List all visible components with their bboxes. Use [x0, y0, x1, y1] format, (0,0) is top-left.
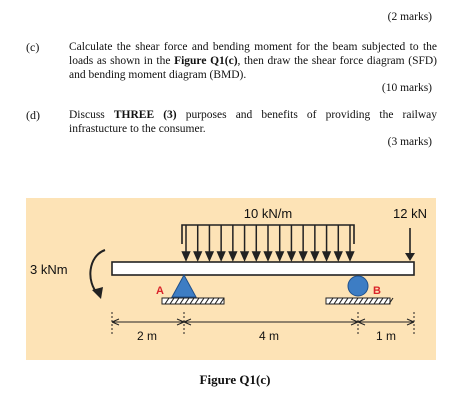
beam-diagram	[26, 198, 436, 360]
udl-arrowhead	[300, 252, 307, 260]
support-b-roller	[348, 276, 368, 296]
question-c-text-part1: Calculate the shear force and bending moment for the beam subjected to the loads as shown in the	[69, 41, 437, 67]
moment-label: 3 kNm	[30, 262, 68, 277]
udl-arrowhead	[335, 252, 342, 260]
udl-arrowhead	[311, 252, 318, 260]
beam-figure	[26, 198, 436, 360]
udl-arrowhead	[265, 252, 272, 260]
udl-label: 10 kN/m	[243, 206, 293, 221]
figure-caption: Figure Q1(c)	[199, 372, 271, 387]
udl-arrowhead	[288, 252, 295, 260]
dimension-1m: 1 m	[375, 329, 397, 343]
udl-arrowhead	[183, 252, 190, 260]
question-c-label: (c)	[26, 40, 40, 54]
question-c-figure-ref: Figure Q1(c)	[174, 55, 238, 67]
udl-arrowhead	[253, 252, 260, 260]
question-d-bold: THREE (3)	[113, 109, 177, 121]
support-a-pin	[172, 275, 196, 297]
support-b-label: B	[373, 285, 381, 297]
question-c-marks: (10 marks)	[381, 82, 432, 94]
udl-arrowhead	[206, 252, 213, 260]
udl-load-arrows	[182, 225, 354, 260]
question-d-text	[69, 108, 437, 136]
udl-arrowhead	[347, 252, 354, 260]
question-d-marks: (3 marks)	[387, 136, 432, 148]
udl-arrowhead	[276, 252, 283, 260]
question-d-text-part1: Discuss	[69, 109, 114, 121]
beam	[112, 262, 414, 275]
dimension-2m: 2 m	[136, 329, 158, 343]
udl-arrowhead	[218, 252, 225, 260]
support-a-label: A	[156, 285, 164, 297]
point-load-arrowhead	[405, 253, 415, 261]
udl-arrowhead	[229, 252, 236, 260]
udl-arrowhead	[323, 252, 330, 260]
question-c-text-part2: , then draw the shear force diagram (SFD) and bending moment diagram (BMD).	[69, 55, 438, 81]
point-load-label: 12 kN	[393, 206, 427, 221]
question-c-text	[69, 40, 437, 82]
udl-arrowhead	[241, 252, 248, 260]
question-d-text-part2: purposes and benefits of providing the railway infrastucture to the consumer.	[69, 109, 437, 135]
previous-marks: (2 marks)	[387, 11, 432, 23]
dimension-4m: 4 m	[258, 329, 280, 343]
question-d-label: (d)	[26, 108, 40, 122]
udl-arrowhead	[194, 252, 201, 260]
